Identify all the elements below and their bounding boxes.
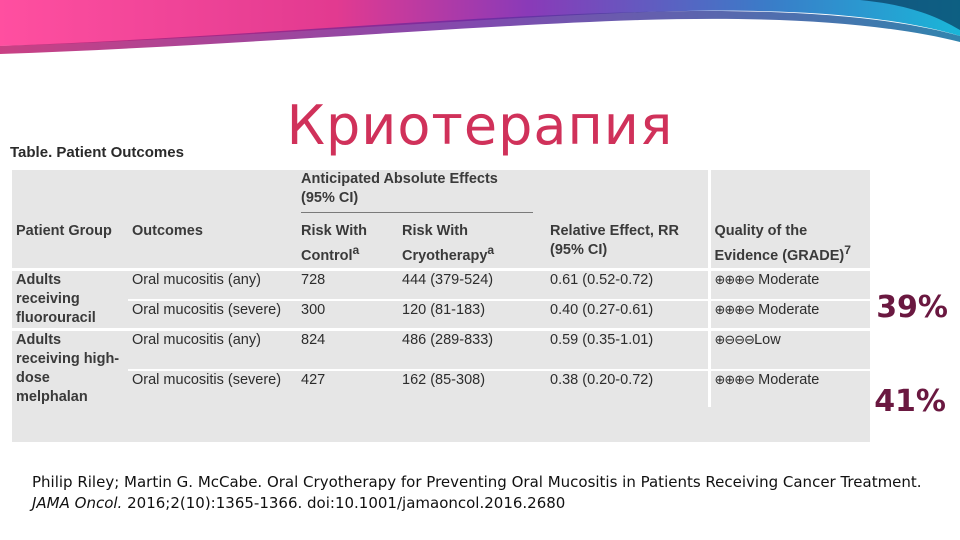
risk-control-cell: 427 [297,370,398,407]
table-row [12,270,870,300]
reference-journal: JAMA Oncol. [32,494,123,512]
grade-symbols-icon: ⊕⊖⊖⊖ [714,333,755,348]
reference-citation [32,472,932,514]
quality-cell: ⊕⊕⊕⊖ Moderate [709,300,870,330]
risk-control-cell: 824 [301,332,326,348]
reference-authors-title: Philip Riley; Martin G. McCabe. Oral Cryotherapy for Preventing Oral Mucositis in Patients Receiving Cancer Treatment. [32,473,922,491]
percent-reduction-melphalan: 41% [874,384,946,419]
risk-cryo-cell: 120 (81-183) [398,300,546,330]
relative-effect-cell: 0.59 (0.35-1.01) [550,332,654,348]
risk-control-cell: 300 [297,300,398,330]
outcome-cell: Oral mucositis (severe) [128,370,297,407]
risk-cryo-cell: 486 (289-833) [402,332,494,348]
table-caption: Table. Patient Outcomes [10,144,184,161]
outcome-cell: Oral mucositis (any) [132,332,261,348]
header-patient-group: Patient Group [16,223,112,239]
decorative-swoosh [0,0,960,60]
reference-details: 2016;2(10):1365-1366. doi:10.1001/jamaoncol.2016.2680 [122,494,566,512]
patient-group-label: Adults receiving high-dose melphalan [16,332,120,405]
grade-symbols-icon: ⊕⊕⊕⊖ [714,302,755,318]
table-row [12,370,870,407]
grade-symbols-icon: ⊕⊕⊕⊖ [714,373,755,388]
slide-title: Криотерапия [286,94,674,158]
header-outcomes: Outcomes [132,223,203,239]
header-relative-effect: Relative Effect, RR (95% CI) [550,223,679,258]
relative-effect-cell: 0.61 (0.52-0.72) [550,272,654,288]
outcome-cell: Oral mucositis (severe) [128,300,297,330]
patient-outcomes-table [12,170,870,407]
outcomes-table-container [12,170,870,442]
quality-cell: ⊕⊖⊖⊖Low [709,330,870,371]
relative-effect-cell: 0.40 (0.27-0.61) [546,300,709,330]
relative-effect-cell: 0.38 (0.20-0.72) [546,370,709,407]
patient-group-label: Adults receiving fluorouracil [16,272,96,326]
header-quality: Quality of the Evidence (GRADE)$^7$ [709,222,870,270]
table-row [12,330,870,371]
table-row [12,300,870,330]
risk-cryo-cell: 162 (85-308) [398,370,546,407]
grade-symbols-icon: ⊕⊕⊕⊖ [714,273,755,288]
header-risk-cryotherapy: Risk With Cryotherapy$^a$ [402,223,495,264]
header-risk-control: Risk With Control$^a$ [301,223,367,264]
quality-cell: ⊕⊕⊕⊖ Moderate [709,270,870,300]
risk-control-cell: 728 [301,272,326,288]
risk-cryo-cell: 444 (379-524) [402,272,494,288]
percent-reduction-fluorouracil: 39% [876,290,948,325]
quality-cell: ⊕⊕⊕⊖ Moderate [709,370,870,407]
outcome-cell: Oral mucositis (any) [132,272,261,288]
header-anticipated-effects: Anticipated Absolute Effects (95% CI) [301,170,533,213]
